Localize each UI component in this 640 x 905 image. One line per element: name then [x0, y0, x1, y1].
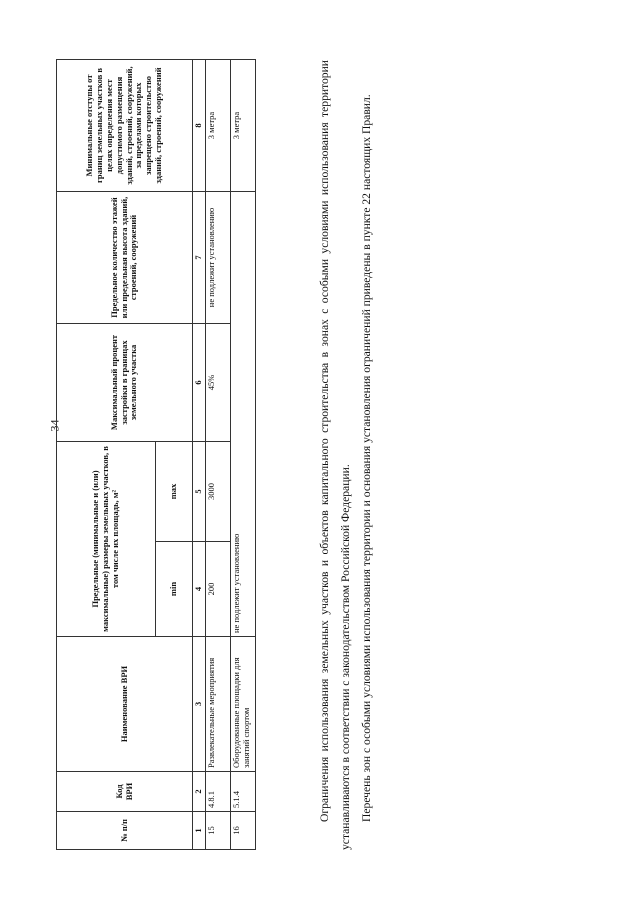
row-min: 200: [206, 542, 231, 637]
table-row: [206, 60, 231, 850]
paragraph-zones-list: Перечень зон с особыми условиями использования территории и основания установления ограничений приведены в пункте 22 настоящих Правил.: [360, 94, 373, 822]
header-size-min: min: [156, 542, 193, 637]
rotated-content: [56, 60, 396, 850]
table-row: [231, 60, 256, 850]
row-merged-not-established: не подлежит установлению: [231, 192, 256, 637]
index-cell: 2: [193, 772, 206, 812]
row-setback: 3 метра: [231, 60, 256, 192]
row-floors: не подлежит установлению: [206, 192, 231, 324]
index-cell: 3: [193, 637, 206, 772]
row-code: 5.1.4: [231, 772, 256, 812]
index-cell: 6: [193, 324, 206, 442]
header-size-max: max: [156, 442, 193, 542]
page-number: 34: [47, 419, 62, 432]
zoning-parameters-table: [56, 59, 256, 850]
paragraph-restrictions: Ограничения использования земельных участков и объектов капитального строительства в зонах с особыми условиями использования территории устанавливаются в соответствии с законодательством Российской Федерации.: [318, 60, 352, 850]
index-cell: 7: [193, 192, 206, 324]
row-num: 16: [231, 812, 256, 850]
header-name: Наименование ВРИ: [57, 637, 193, 772]
index-cell: 4: [193, 542, 206, 637]
row-max: 3000: [206, 442, 231, 542]
index-cell: 5: [193, 442, 206, 542]
row-percent: 45%: [206, 324, 231, 442]
header-size-group: Предельные (минимальные и (или) максимальные) размеры земельных участков, в том числе их площадь, м²: [57, 442, 156, 637]
header-percent: Максимальный процент застройки в границах земельного участка: [57, 324, 193, 442]
body-text: [314, 60, 377, 850]
header-num: № п/п: [57, 812, 193, 850]
index-cell: 8: [193, 60, 206, 192]
index-cell: 1: [193, 812, 206, 850]
row-num: 15: [206, 812, 231, 850]
header-setback: Минимальные отступы от границ земельных участков в целях определения мест допустимого размещения зданий, строений, сооружений, за пределами которых запрещено строительство зданий, строений, сооружений: [57, 60, 193, 192]
row-setback: 3 метра: [206, 60, 231, 192]
row-name: Оборудованные площадки для занятий спортом: [231, 637, 256, 772]
row-name: Развлекательные мероприятия: [206, 637, 231, 772]
header-floors: Предельное количество этажей или предельная высота зданий, строений, сооружений: [57, 192, 193, 324]
column-index-row: [193, 60, 206, 850]
header-code: Код ВРИ: [57, 772, 193, 812]
row-code: 4.8.1: [206, 772, 231, 812]
